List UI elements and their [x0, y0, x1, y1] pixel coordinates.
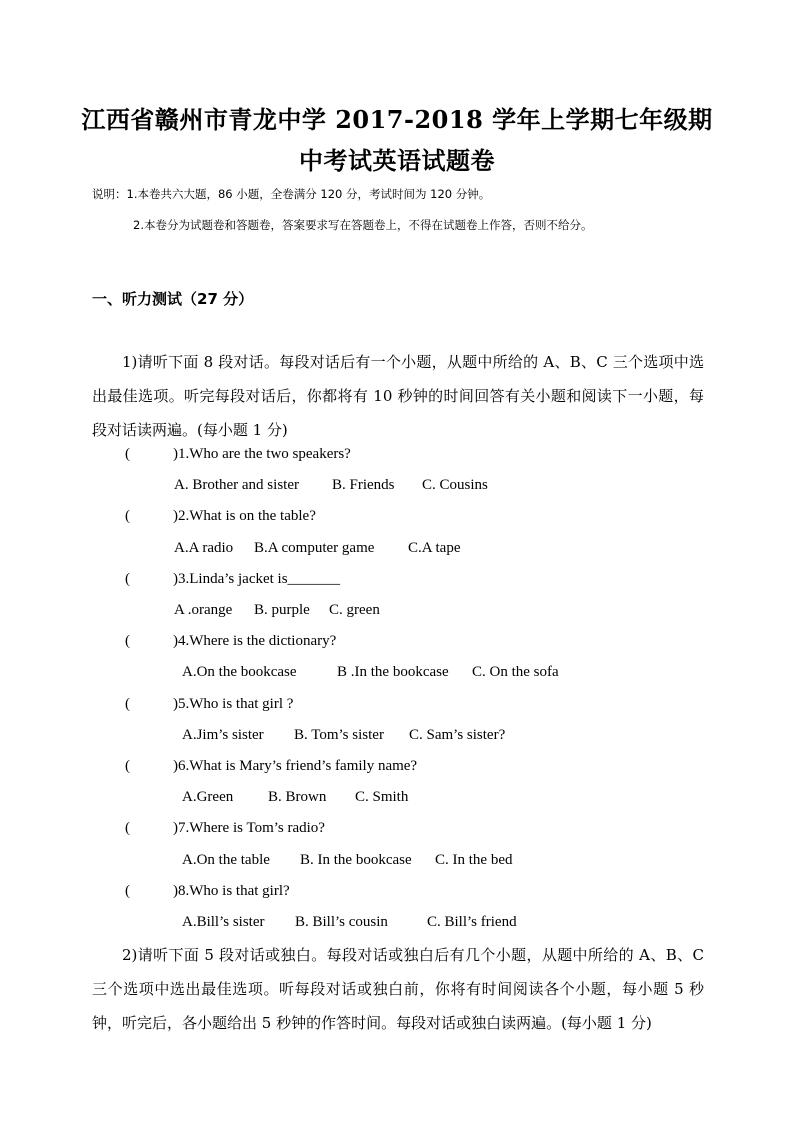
question-text: )4.Where is the dictionary? — [173, 633, 337, 649]
exam-title-line1: 江西省赣州市青龙中学 2017-2018 学年上学期七年级期 — [81, 105, 713, 134]
answer-paren: ( — [125, 883, 130, 899]
option-a: A .orange — [174, 602, 233, 618]
question-4 — [125, 633, 336, 650]
option-a: A.Bill’s sister — [182, 914, 265, 930]
question-text: )8.Who is that girl? — [173, 883, 290, 899]
option-c: C. In the bed — [435, 852, 513, 868]
option-c: C.A tape — [408, 540, 461, 556]
option-c: C. Sam’s sister? — [409, 727, 506, 743]
option-a: A.Green — [182, 789, 234, 805]
question-4-options — [182, 664, 559, 681]
option-a: A.On the bookcase — [182, 664, 297, 680]
answer-paren: ( — [125, 820, 130, 836]
question-3-options — [174, 602, 380, 619]
question-text: )2.What is on the table? — [173, 508, 316, 524]
option-a: A.A radio — [174, 540, 234, 556]
answer-paren: ( — [125, 633, 130, 649]
question-2 — [125, 508, 316, 525]
part1-instructions-text: 1)请听下面 8 段对话。每段对话后有一个小题，从题中所给的 A、B、C 三个选项中选出最佳选项。听完每段对话后，你都将有 10 秒钟的时间回答有关小题和阅读下一小题，每段对话读两遍。(每小题 1 分) — [92, 353, 704, 439]
option-b: B. Bill’s cousin — [295, 914, 388, 930]
option-c: C. On the sofa — [472, 664, 559, 680]
part2-instructions — [92, 938, 704, 1040]
option-b: B. purple — [254, 602, 310, 618]
option-c: C. Bill’s friend — [427, 914, 517, 930]
question-8-options — [182, 914, 517, 931]
question-2-options — [174, 540, 461, 557]
option-b: B. Brown — [268, 789, 327, 805]
option-c: C. green — [329, 602, 380, 618]
option-b: B. In the bookcase — [300, 852, 412, 868]
question-7 — [125, 820, 325, 837]
option-a: A. Brother and sister — [174, 477, 299, 493]
option-b: B. Friends — [332, 477, 395, 493]
part1-instructions — [92, 345, 704, 447]
question-text: )7.Where is Tom’s radio? — [173, 820, 325, 836]
answer-paren: ( — [125, 508, 130, 524]
option-c: C. Cousins — [422, 477, 488, 493]
answer-paren: ( — [125, 696, 130, 712]
exam-title-line2: 中考试英语试题卷 — [299, 146, 495, 175]
option-b: B .In the bookcase — [337, 664, 449, 680]
question-text: )5.Who is that girl ? — [173, 696, 294, 712]
question-6-options — [182, 789, 408, 806]
question-6 — [125, 758, 417, 775]
question-text: )6.What is Mary’s friend’s family name? — [173, 758, 418, 774]
option-b: B.A computer game — [254, 540, 375, 556]
question-1 — [125, 446, 351, 463]
instruction-note-2: 2.本卷分为试题卷和答题卷，答案要求写在答题卷上，不得在试题卷上作答，否则不给分。 — [133, 218, 593, 232]
question-text: )3.Linda’s jacket is_______ — [173, 571, 341, 587]
option-a: A.On the table — [182, 852, 270, 868]
question-8 — [125, 883, 290, 900]
section-heading-listening: 一、听力测试（27 分） — [92, 290, 254, 308]
question-5 — [125, 696, 293, 713]
question-1-options — [174, 477, 488, 494]
option-c: C. Smith — [355, 789, 409, 805]
part2-instructions-text: 2)请听下面 5 段对话或独白。每段对话或独白后有几个小题，从题中所给的 A、B、C 三个选项中选出最佳选项。听每段对话或独白前，你将有时间阅读各个小题，每小题 5 秒钟，听完后，各小题给出 5 秒钟的作答时间。每段对话或独白读两遍。(每小题 1 分) — [92, 946, 704, 1032]
question-3 — [125, 571, 340, 588]
question-5-options — [182, 727, 505, 744]
answer-paren: ( — [125, 571, 130, 587]
answer-paren: ( — [125, 446, 130, 462]
question-7-options — [182, 852, 512, 869]
answer-paren: ( — [125, 758, 130, 774]
question-text: )1.Who are the two speakers? — [173, 446, 351, 462]
instruction-note-1: 说明：1.本卷共六大题，86 小题，全卷满分 120 分，考试时间为 120 分钟。 — [92, 187, 491, 201]
option-b: B. Tom’s sister — [294, 727, 384, 743]
option-a: A.Jim’s sister — [182, 727, 264, 743]
